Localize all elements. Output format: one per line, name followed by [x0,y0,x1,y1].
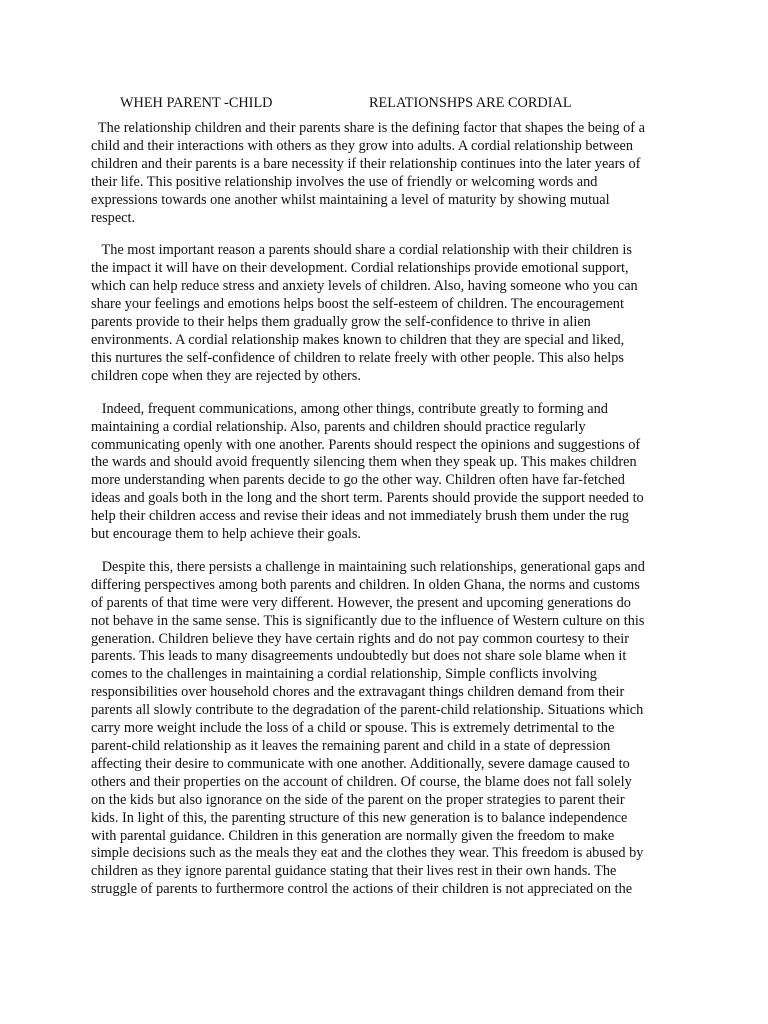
paragraph-line: this nurtures the self-confidence of children to relate freely with other people. This also helps [91,349,624,366]
paragraph-line: Despite this, there persists a challenge in maintaining such relationships, generational gaps and [91,558,645,575]
document-page [91,92,676,899]
paragraph-line: communicating openly with one another. Parents should respect the opinions and suggestions of [91,436,641,453]
paragraph-line: children and their parents is a bare necessity if their relationship continues into the later years of [91,155,641,172]
paragraph-line: struggle of parents to furthermore control the actions of their children is not appreciated on the [91,881,633,898]
paragraph-line: child and their interactions with others as they grow into adults. A cordial relationship between [91,137,633,154]
paragraph-line: share your feelings and emotions helps boost the self-esteem of children. The encouragement [91,296,624,313]
paragraph-line: carry more weight include the loss of a child or spouse. This is extremely detrimental to the [91,720,615,737]
paragraph-line: environments. A cordial relationship makes known to children that they are special and liked, [91,331,625,348]
paragraph-line: children cope when they are rejected by others. [91,367,361,384]
paragraph-line: the impact it will have on their development. Cordial relationships provide emotional support, [91,260,629,277]
paragraph-line: parent-child relationship as it leaves the remaining parent and child in a state of depression [91,738,611,754]
paragraph-line: help their children access and revise their ideas and not immediately brush them under the rug [91,508,629,525]
paragraph-line: responsibilities over household chores and the extravagant things children demand from their [91,684,625,701]
paragraph-line: The relationship children and their parents share is the defining factor that shapes the being of a [91,120,645,136]
paragraph-line: the wards and should avoid frequently silencing them when they speak up. This makes children [91,454,637,471]
title-left: WHEH PARENT -CHILD [120,95,273,111]
paragraph-line: differing perspectives among both parents and children. In olden Ghana, the norms and customs [91,576,640,593]
paragraph-line: comes to the challenges in maintaining a cordial relationship, Simple conflicts involving [91,666,597,683]
paragraph-line: their life. This positive relationship involves the use of friendly or welcoming words and [91,173,598,190]
document-body [91,120,676,899]
paragraph-line: Indeed, frequent communications, among other things, contribute greatly to forming and [91,400,608,417]
paragraph-2 [91,242,676,385]
paragraph-4 [91,559,676,899]
paragraph-line: not behave in the same sense. This is significantly due to the influence of Western culture on this [91,612,645,629]
paragraph-line: generation. Children believe they have certain rights and do not pay common courtesy to their [91,630,629,647]
paragraph-line: on the kids but also ignorance on the side of the parent on the proper strategies to parent their [91,791,625,808]
paragraph-line: maintaining a cordial relationship. Also, parents and children should practice regularly [91,418,586,435]
title-right: RELATIONSHPS ARE CORDIAL [369,95,572,111]
paragraph-line: expressions towards one another whilst maintaining a level of maturity by showing mutual [91,191,610,208]
paragraph-3 [91,401,676,544]
paragraph-line: others and their properties on the account of children. Of course, the blame does not fall solely [91,773,632,790]
paragraph-line: respect. [91,209,136,226]
paragraph-1 [91,120,676,227]
paragraph-line: but encourage them to help achieve their goals. [91,526,361,543]
paragraph-line: children as they ignore parental guidance stating that their lives rest in their own hands. The [91,863,617,880]
paragraph-line: which can help reduce stress and anxiety levels of children. Also, having someone who you can [91,278,638,295]
paragraph-line: of parents of that time were very different. However, the present and upcoming generations do [91,594,631,611]
paragraph-line: kids. In light of this, the parenting structure of this new generation is to balance independence [91,809,628,826]
paragraph-line: simple decisions such as the meals they eat and the clothes they wear. This freedom is abused by [91,845,644,862]
paragraph-line: The most important reason a parents should share a cordial relationship with their children is [91,242,632,259]
paragraph-line: parents all slowly contribute to the degradation of the parent-child relationship. Situations which [91,702,644,719]
paragraph-line: parents. This leads to many disagreements undoubtedly but does not share sole blame when it [91,648,627,665]
paragraph-line: affecting their desire to communicate with one another. Additionally, severe damage caused to [91,755,630,772]
paragraph-line: ideas and goals both in the long and the short term. Parents should provide the support needed to [91,490,644,507]
document-title [91,92,676,114]
paragraph-line: with parental guidance. Children in this generation are normally given the freedom to make [91,827,615,844]
paragraph-line: more understanding when parents decide to go the other way. Children often have far-fetched [91,472,625,489]
paragraph-line: parents provide to their helps them gradually grow the self-confidence to thrive in alien [91,314,591,331]
